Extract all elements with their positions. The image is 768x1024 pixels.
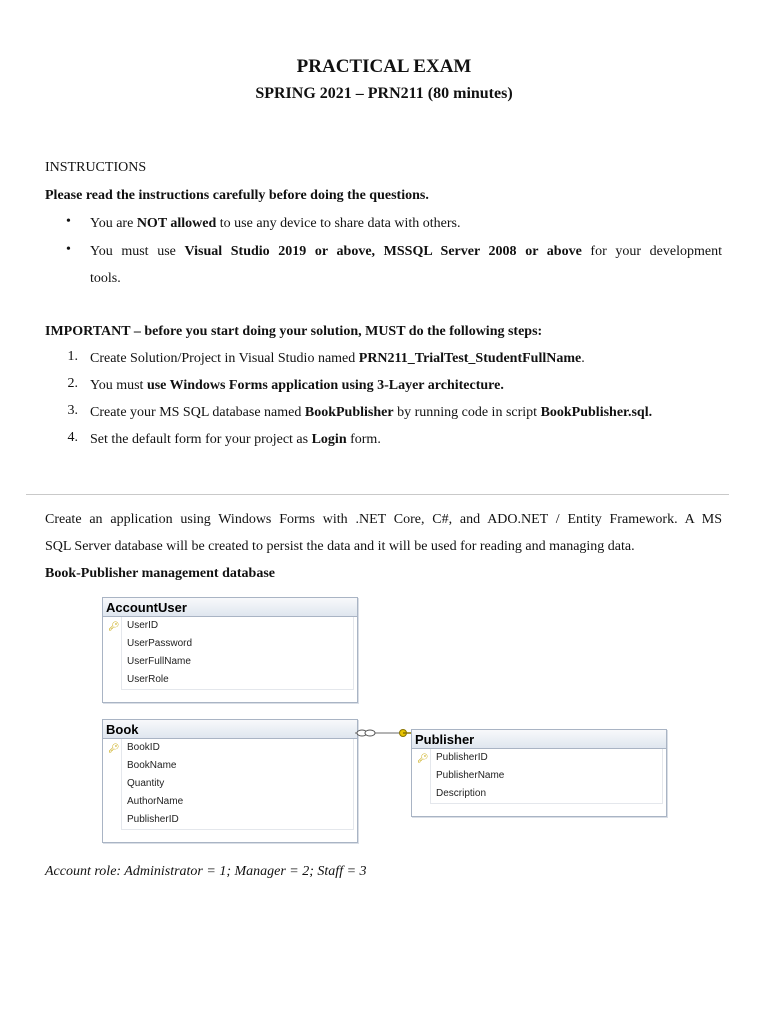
relationship-connector xyxy=(355,725,415,745)
column-userfullname: UserFullName xyxy=(127,656,191,667)
column-userid xyxy=(108,617,353,635)
step-4-number: 4. xyxy=(67,430,78,445)
step-4-text-a: Set the default form for your project as xyxy=(90,432,312,447)
step-4-text-c: form. xyxy=(346,432,381,447)
bullet-1-text-c: to use any device to share data with others. xyxy=(216,216,461,231)
step-1-text-b: PRN211_TrialTest_StudentFullName xyxy=(358,351,582,366)
bullet-1 xyxy=(90,214,460,234)
step-4-text-b: Login xyxy=(311,432,347,447)
step-3-number: 3. xyxy=(67,403,78,418)
step-3-text-b: BookPublisher xyxy=(304,405,394,420)
instructions-heading: INSTRUCTIONS xyxy=(45,160,147,175)
step-2-text-b: use Windows Forms application using 3-Layer architecture. xyxy=(146,378,504,393)
column-quantity: Quantity xyxy=(127,778,165,789)
column-description: Description xyxy=(436,788,487,799)
bullet-2-line-1 xyxy=(90,242,722,262)
bullet-1-text-a: You are xyxy=(90,216,137,231)
key-icon: 🔑︎ xyxy=(108,743,120,753)
column-publishername: PublisherName xyxy=(436,770,505,781)
step-3-text-c: by running code in script xyxy=(393,405,541,420)
column-userpassword: UserPassword xyxy=(127,638,193,649)
exam-title: PRACTICAL EXAM xyxy=(296,56,472,77)
key-icon: 🔑︎ xyxy=(417,753,429,763)
column-publisherid: PublisherID xyxy=(127,814,179,825)
step-3-text-a: Create your MS SQL database named xyxy=(90,405,305,420)
infinity-icon xyxy=(365,730,375,736)
exam-subtitle: SPRING 2021 – PRN211 (80 minutes) xyxy=(255,85,513,102)
bullet-icon: • xyxy=(66,214,71,229)
step-3-text-d: BookPublisher.sql. xyxy=(540,405,653,420)
table-publisher[interactable] xyxy=(411,729,667,817)
column-bookname: BookName xyxy=(127,760,177,771)
step-1 xyxy=(90,349,585,369)
account-role-note: Account role: Administrator = 1; Manager = 2; Staff = 3 xyxy=(45,864,367,879)
column-userrole: UserRole xyxy=(127,674,169,685)
bullet-icon: • xyxy=(66,242,71,257)
step-2-text-a: You must xyxy=(90,378,147,393)
column-publisherid-label: PublisherID xyxy=(436,752,488,763)
bullet-2-text-a: You must use xyxy=(90,244,185,259)
body-line-1: Create an application using Windows Forms with .NET Core, C#, and ADO.NET / Entity Framework. A MS xyxy=(45,512,722,527)
column-userid-label: UserID xyxy=(127,620,159,631)
bullet-2-text-b: Visual Studio 2019 or above, MSSQL Server 2008 or above xyxy=(184,244,582,259)
step-1-text-c: . xyxy=(581,351,585,366)
bullet-2-text-c: for your development xyxy=(581,244,722,259)
table-book[interactable] xyxy=(102,719,358,843)
bullet-1-text-b: NOT allowed xyxy=(136,216,217,231)
important-heading: IMPORTANT – before you start doing your solution, MUST do the following steps: xyxy=(45,324,543,339)
column-bookid-label: BookID xyxy=(127,742,160,753)
column-publisherid xyxy=(417,749,662,767)
key-icon: 🔑︎ xyxy=(108,621,120,631)
section-divider xyxy=(26,494,729,495)
table-accountuser[interactable] xyxy=(102,597,358,703)
step-1-text-a: Create Solution/Project in Visual Studio named xyxy=(90,351,359,366)
step-3 xyxy=(90,403,652,423)
body-line-2: SQL Server database will be created to persist the data and it will be used for reading and managing data. xyxy=(45,539,635,554)
step-1-number: 1. xyxy=(67,349,78,364)
step-4 xyxy=(90,430,381,450)
table-publisher-title: Publisher xyxy=(412,730,666,749)
instructions-lead: Please read the instructions carefully before doing the questions. xyxy=(45,188,429,203)
bullet-2-line-2: tools. xyxy=(90,271,121,286)
column-authorname: AuthorName xyxy=(127,796,184,807)
column-bookid xyxy=(108,739,353,757)
step-2 xyxy=(90,376,504,396)
db-heading: Book-Publisher management database xyxy=(45,566,275,581)
table-book-title: Book xyxy=(103,720,357,739)
table-accountuser-title: AccountUser xyxy=(103,598,357,617)
step-2-number: 2. xyxy=(67,376,78,391)
